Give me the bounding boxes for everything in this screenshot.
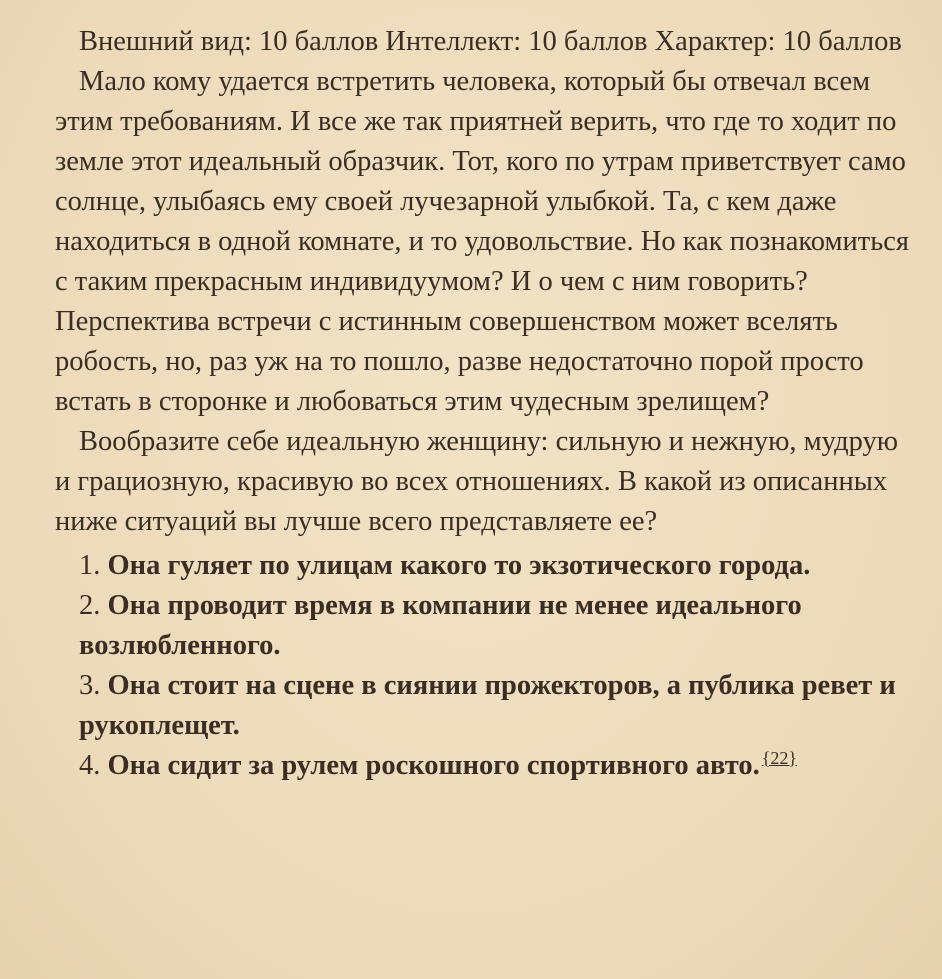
footnote-link[interactable]: {22}: [761, 747, 797, 768]
body-paragraph: Мало кому удается встретить человека, который бы отвечал всем этим требованиям. И все же так приятней верить, что где то ходит по земле этот идеальный образчик. Тот, кого по утрам приветствует само солнце, улыбаясь ему своей лучезарной улыбкой. Та, с кем даже находиться в одной комнате, и то удовольствие. Но как познакомиться с таким прекрасным индивидуумом? И о чем с ним говорить? Перспектива встречи с истинным совершенством может вселять робость, но, раз уж на то пошло, разве недостаточно порой просто встать в сторонке и любоваться этим чудесным зрелищем?: [55, 66, 909, 417]
option-text: Она гуляет по улицам какого то экзотического города.: [107, 550, 811, 581]
option-text: Она проводит время в компании не менее идеального возлюбленного.: [79, 590, 802, 661]
list-item: [55, 546, 915, 586]
page-content: [55, 22, 915, 786]
ratings-paragraph: Внешний вид: 10 баллов Интеллект: 10 баллов Характер: 10 баллов: [79, 26, 902, 57]
option-number: 3.: [79, 670, 101, 701]
option-number: 1.: [79, 550, 101, 581]
option-text: Она стоит на сцене в сиянии прожекторов, а публика ревет и рукоплещет.: [79, 670, 896, 741]
option-text: Она сидит за рулем роскошного спортивного авто.: [107, 750, 760, 781]
question-paragraph: Вообразите себе идеальную женщину: сильную и нежную, мудрую и грациозную, красивую во всех отношениях. В какой из описанных ниже ситуаций вы лучше всего представляете ее?: [55, 426, 899, 537]
option-number: 2.: [79, 590, 101, 621]
list-item: [55, 746, 915, 786]
option-number: 4.: [79, 750, 101, 781]
options-list: [55, 546, 915, 786]
list-item: [55, 666, 915, 746]
list-item: [55, 586, 915, 666]
